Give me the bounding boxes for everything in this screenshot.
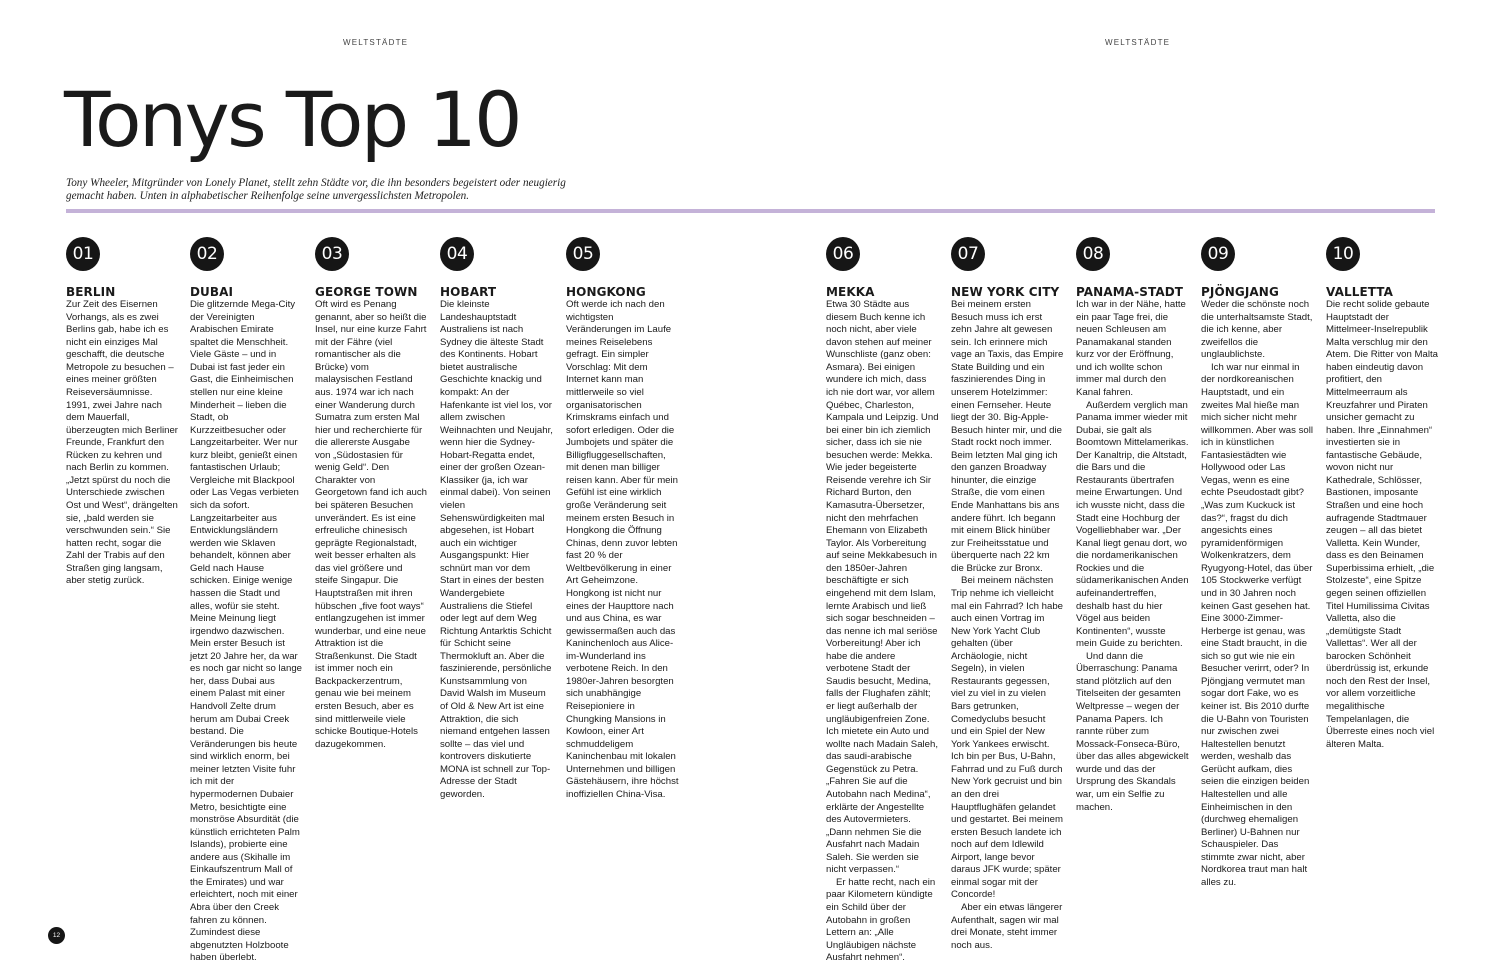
city-name: PANAMA-STADT xyxy=(1076,285,1184,299)
city-column xyxy=(66,237,179,588)
number-badge: 10 xyxy=(1326,237,1360,271)
divider-rule xyxy=(66,209,1435,213)
number-badge: 09 xyxy=(1201,237,1235,271)
city-name: VALLETTA xyxy=(1326,285,1394,299)
city-column xyxy=(190,237,303,965)
city-column xyxy=(1201,237,1314,889)
number-badge: 01 xyxy=(66,237,100,271)
number-badge: 03 xyxy=(315,237,349,271)
city-name: DUBAI xyxy=(190,285,234,299)
city-text xyxy=(440,299,553,802)
number-badge: 04 xyxy=(440,237,474,271)
paragraph: Er hatte recht, nach ein paar Kilometern kündigte ein Schild über der Autobahn in großen Lettern an: „Alle Ungläubigen nächste Ausfahrt nehmen“. xyxy=(826,876,936,964)
paragraph: Und dann die Überraschung: Panama stand plötzlich auf den Titelseiten der gesamten Weltpresse – wegen der Panama Papers. Ich rannte rüber zum Mossack-Fonseca-Büro, über das alles abgewickelt wurde und das der Ursprung des Skandals war, um ein Selfie zu machen. xyxy=(1076,650,1189,813)
city-name: NEW YORK CITY xyxy=(951,285,1060,299)
city-column xyxy=(951,237,1064,952)
page-title: Tonys Top 10 xyxy=(64,75,521,164)
number-badge: 07 xyxy=(951,237,985,271)
city-name: HONGKONG xyxy=(566,285,646,299)
city-text xyxy=(951,299,1064,952)
city-column xyxy=(315,237,428,751)
city-text xyxy=(66,299,179,588)
city-text xyxy=(1076,299,1189,814)
city-text xyxy=(566,299,679,802)
city-column xyxy=(826,237,939,965)
number-badge: 05 xyxy=(566,237,600,271)
city-text xyxy=(1326,299,1439,751)
paragraph: Etwa 30 Städte aus diesem Buch kenne ich noch nicht, aber viele davon stehen auf meiner Wunschliste (ganz oben: Asmara). Bei einigen wundere ich mich, dass ich nie dort war, vor allem Québec, Charleston, Kampala und Leipzig. Und bei einer bin ich ziemlich sicher, dass ich sie nie besuchen werde: Mekka. Wie jeder begeisterte Reisende verehre ich Sir Richard Burton, den Kamasutra-Übersetzer, nicht den mehrfachen Ehemann von Elizabeth Taylor. Als Vorbereitung auf seine Mekkabesuch in den 1850er-Jahren beschäftigte er sich eingehend mit dem Islam, lernte Arabisch und ließ sich sogar beschneiden – das nenne ich mal seriöse Vorbereitung! Aber ich habe die andere verbotene Stadt der Saudis besucht, Medina, falls der Flughafen zählt; er liegt außerhalb der ungläubigenfreien Zone. Ich mietete ein Auto und wollte nach Madain Saleh, das saudi-arabische Gegenstück zu Petra. „Fahren Sie auf die Autobahn nach Medina“, erklärte der Angestellte des Autovermieters. „Dann nehmen Sie die Ausfahrt nach Madain Saleh. Sie werden sie nicht verpassen.“ xyxy=(826,299,939,876)
paragraph: Bei meinem nächsten Trip nehme ich vielleicht mal ein Fahrrad? Ich habe auch einen Vortrag im New York Yacht Club gehalten (über Archäologie, nicht Segeln), in vielen Restaurants gegessen, viel zu viel in zu vielen Bars getrunken, Comedyclubs besucht und ein Spiel der New York Yankees erwischt. Ich bin per Bus, U-Bahn, Fahrrad und zu Fuß durch New York gecruist und bin an den drei Hauptflughäfen gelandet und gestartet. Bei meinem ersten Besuch landete ich noch auf dem Idlewild Airport, lange bevor daraus JFK wurde; später einmal sogar mit der Concorde! xyxy=(951,575,1063,901)
paragraph: Oft wird es Penang genannt, aber so heißt die Insel, nur eine kurze Fahrt mit der Fähre (viel romantischer als die Brücke) vom malaysischen Festland aus. 1974 war ich nach einer Wanderung durch Sumatra zum ersten Mal hier und recherchierte für die allererste Ausgabe von „Südostasien für wenig Geld“. Den Charakter von Georgetown fand ich auch bei späteren Besuchen unverändert. Es ist eine erfreuliche chinesisch geprägte Regionalstadt, weit besser erhalten als das viel größere und steife Singapur. Die Hauptstraßen mit ihren hübschen „five foot ways“ entlangzugehen ist immer wunderbar, und eine neue Attraktion ist die Straßenkunst. Die Stadt ist immer noch ein Backpackerzentrum, genau wie bei meinem ersten Besuch, aber es sind mittlerweile viele schicke Boutique-Hotels dazugekommen. xyxy=(315,299,428,750)
paragraph: Die kleinste Landeshauptstadt Australiens ist nach Sydney die älteste Stadt des Kontinents. Hobart bietet australische Geschichte knackig und kompakt: An der Hafenkante ist viel los, vor allem zwischen Weihnachten und Neujahr, wenn hier die Sydney-Hobart-Regatta endet, einer der großen Ozean-Klassiker (ja, ich war einmal dabei). Von seinen vielen Sehenswürdigkeiten mal abgesehen, ist Hobart auch ein wichtiger Ausgangspunkt: Hier schnürt man vor dem Start in eines der besten Wandergebiete Australiens die Stiefel oder legt auf dem Weg Richtung Antarktis Schicht für Schicht seine Thermokluft an. Aber die faszinierende, persönliche Kunstsammlung von David Walsh im Museum of Old & New Art ist eine Attraktion, die sich niemand entgehen lassen sollte – das viel und kontrovers diskutierte MONA ist schnell zur Top-Adresse der Stadt geworden. xyxy=(440,299,553,800)
city-name: MEKKA xyxy=(826,285,875,299)
city-text xyxy=(190,299,303,965)
city-column xyxy=(440,237,553,802)
city-column xyxy=(1326,237,1439,751)
paragraph: Ich war in der Nähe, hatte ein paar Tage frei, die neuen Schleusen am Panamakanal standen kurz vor der Eröffnung, und ich wollte schon immer mal durch den Kanal fahren. xyxy=(1076,299,1186,398)
paragraph: Außerdem verglich man Panama immer wieder mit Dubai, sie galt als Boomtown Mittelamerikas. Der Kanaltrip, die Altstadt, die Bars und die Restaurants übertrafen meine Erwartungen. Und ich wusste nicht, dass die Stadt eine Hochburg der Vogelliebhaber war. „Der Kanal liegt genau dort, wo die nordamerikanischen Rockies und die südamerikanischen Anden aufeinandertreffen, deshalb hast du hier Vögel aus beiden Kontinenten“, wusste mein Guide zu berichten. xyxy=(1076,399,1189,650)
section-label-left: WELTSTÄDTE xyxy=(343,38,409,47)
paragraph: Die glitzernde Mega-City der Vereinigten Arabischen Emirate spaltet die Menschheit. Viele Gäste – und in Dubai ist fast jeder ein Gast, die Einheimischen stellen nur eine kleine Minderheit – lieben die Stadt, ob Kurzzeitbesucher oder Langzeitarbeiter. Wer nur kurz bleibt, genießt einen fantastischen Urlaub; Vergleiche mit Blackpool oder Las Vegas verbieten sich da sofort. Langzeitarbeiter aus Entwicklungsländern werden wie Sklaven behandelt, können aber Geld nach Hause schicken. Einige wenige hassen die Stadt und alles, wofür sie steht. Meine Meinung liegt irgendwo dazwischen. Mein erster Besuch ist jetzt 20 Jahre her, da war es noch gar nicht so lange her, dass Dubai aus einem Palast mit einer Handvoll Zelte drum herum am Dubai Creek bestand. Die Veränderungen bis heute sind wirklich enorm, bei meiner letzten Visite fuhr ich mit der hypermodernen Dubaier Metro, besichtigte eine monströse Absurdität (die künstlich errichteten Palm Islands), probierte eine andere aus (Skihalle im Einkaufszentrum Mall of the Emirates) und war erleichtert, noch mit einer Abra über den Creek fahren zu können. Zumindest diese abgenutzten Holzboote haben überlebt. xyxy=(190,299,303,964)
number-badge: 02 xyxy=(190,237,224,271)
city-column xyxy=(1076,237,1189,814)
section-label-right: WELTSTÄDTE xyxy=(1105,38,1171,47)
page-number-badge: 12 xyxy=(48,927,65,944)
city-name: PJÖNGJANG xyxy=(1201,285,1279,299)
city-column xyxy=(566,237,679,802)
city-text xyxy=(1201,299,1314,889)
number-badge: 06 xyxy=(826,237,860,271)
paragraph: Weder die schönste noch die unterhaltsamste Stadt, die ich kenne, aber zweifellos die unglaublichste. xyxy=(1201,299,1313,361)
paragraph: Aber ein etwas längerer Aufenthalt, sagen wir mal drei Monate, steht immer noch aus. xyxy=(951,902,1063,951)
city-name: HOBART xyxy=(440,285,497,299)
city-name: GEORGE TOWN xyxy=(315,285,418,299)
city-text xyxy=(826,299,939,965)
paragraph: Bei meinem ersten Besuch muss ich erst zehn Jahre alt gewesen sein. Ich erinnere mich vage an Taxis, das Empire State Building und ein faszinierendes Ding in unserem Hotelzimmer: einen Fernseher. Heute liegt der 30. Big-Apple-Besuch hinter mir, und die Stadt rockt noch immer. Beim letzten Mal ging ich den ganzen Broadway hinunter, die einzige Straße, die vom einen Ende Manhattans bis ans andere führt. Ich begann mit einem Blick hinüber zur Freiheitsstatue und überquerte nach 22 km die Brücke zur Bronx. xyxy=(951,299,1064,574)
city-text xyxy=(315,299,428,751)
paragraph: Die recht solide gebaute Hauptstadt der Mittelmeer-Inselrepublik Malta verschlug mir den Atem. Die Ritter von Malta haben eindeutig davon profitiert, den Mittelmeerraum als Kreuzfahrer und Piraten unsicher gemacht zu haben. Ihre „Einnahmen“ investierten sie in fantastische Gebäude, wovon nicht nur Kathedrale, Schlösser, Bastionen, imposante Straßen und eine hoch aufragende Stadtmauer zeugen – all das bietet Valletta. Kein Wunder, dass es den Beinamen Superbissima erhielt, „die Stolzeste“, eine Spitze gegen seinen offiziellen Titel Humilissima Civitas Valletta, also die „demütigste Stadt Vallettas“. Wer all der barocken Schönheit überdrüssig ist, erkunde noch den Rest der Insel, vor allem vorzeitliche megalithische Tempelanlagen, die Überreste eines noch viel älteren Malta. xyxy=(1326,299,1438,750)
paragraph: Zur Zeit des Eisernen Vorhangs, als es zwei Berlins gab, habe ich es nicht ein einziges Mal geschafft, die deutsche Metropole zu besuchen – eines meiner größten Reiseversäumnisse. 1991, zwei Jahre nach dem Mauerfall, überzeugten mich Berliner Freunde, Frankfurt den Rücken zu kehren und nach Berlin zu kommen. „Jetzt spürst du noch die Unterschiede zwischen Ost und West“, drängelten sie, „bald werden sie verschwunden sein.“ Sie hatten recht, sogar die Zahl der Trabis auf den Straßen ging langsam, aber stetig zurück. xyxy=(66,299,178,587)
paragraph: Ich war nur einmal in der nordkoreanischen Hauptstadt, und ein zweites Mal hieße man mich sicher nicht mehr willkommen. Aber was soll ich in künstlichen Fantasiestädten wie Hollywood oder Las Vegas, wenn es eine echte Pseudostadt gibt? „Was zum Kuckuck ist das?“, fragst du dich angesichts eines pyramidenförmigen Wolkenkratzers, dem Ryugyong-Hotel, das über 105 Stockwerke verfügt und in 30 Jahren noch keinen Gast gesehen hat. Eine 3000-Zimmer-Herberge ist genau, was eine Stadt braucht, in die sich so gut wie nie ein Besucher verirrt, oder? In Pjöngjang vermutet man sogar dort Fake, wo es keiner ist. Bis 2010 durfte die U-Bahn von Touristen nur zwischen zwei Haltestellen benutzt werden, weshalb das Gerücht aufkam, dies seien die einzigen beiden Haltestellen und alle Einheimischen in den (durchweg ehemaligen Berliner) U-Bahnen nur Schauspieler. Das stimmte zwar nicht, aber Nordkorea traut man halt alles zu. xyxy=(1201,361,1313,888)
city-name: BERLIN xyxy=(66,285,116,299)
intro-text: Tony Wheeler, Mitgründer von Lonely Planet, stellt zehn Städte vor, die ihn besonders begeistert oder neugierig gemacht haben. Unten in alphabetischer Reihenfolge seine unvergesslichsten Metropolen. xyxy=(66,177,566,202)
paragraph: Oft werde ich nach den wichtigsten Veränderungen im Laufe meines Reiselebens gefragt. Ein simpler Vorschlag: Mit dem Internet kann man mittlerweile so viel organisatorischen Krimskrams einfach und sofort erledigen. Oder die Jumbojets und später die Billigfluggesellschaften, mit denen man billiger reisen kann. Aber für mein Gefühl ist eine wirklich große Veränderung seit meinem ersten Besuch in Hongkong die Öffnung Chinas, denn zuvor lebten fast 20 % der Weltbevölkerung in einer Art Geheimzone. Hongkong ist nicht nur eines der Haupttore nach und aus China, es war gewissermaßen auch das Kaninchenloch aus Alice-im-Wunderland ins verbotene Reich. In den 1980er-Jahren besorgten sich unabhängige Reisepioniere in Chungking Mansions in Kowloon, einer Art schmuddeligem Kaninchenbau mit lokalen Unternehmen und billigen Gästehäusern, ihre höchst inoffiziellen China-Visa. xyxy=(566,299,679,800)
number-badge: 08 xyxy=(1076,237,1110,271)
